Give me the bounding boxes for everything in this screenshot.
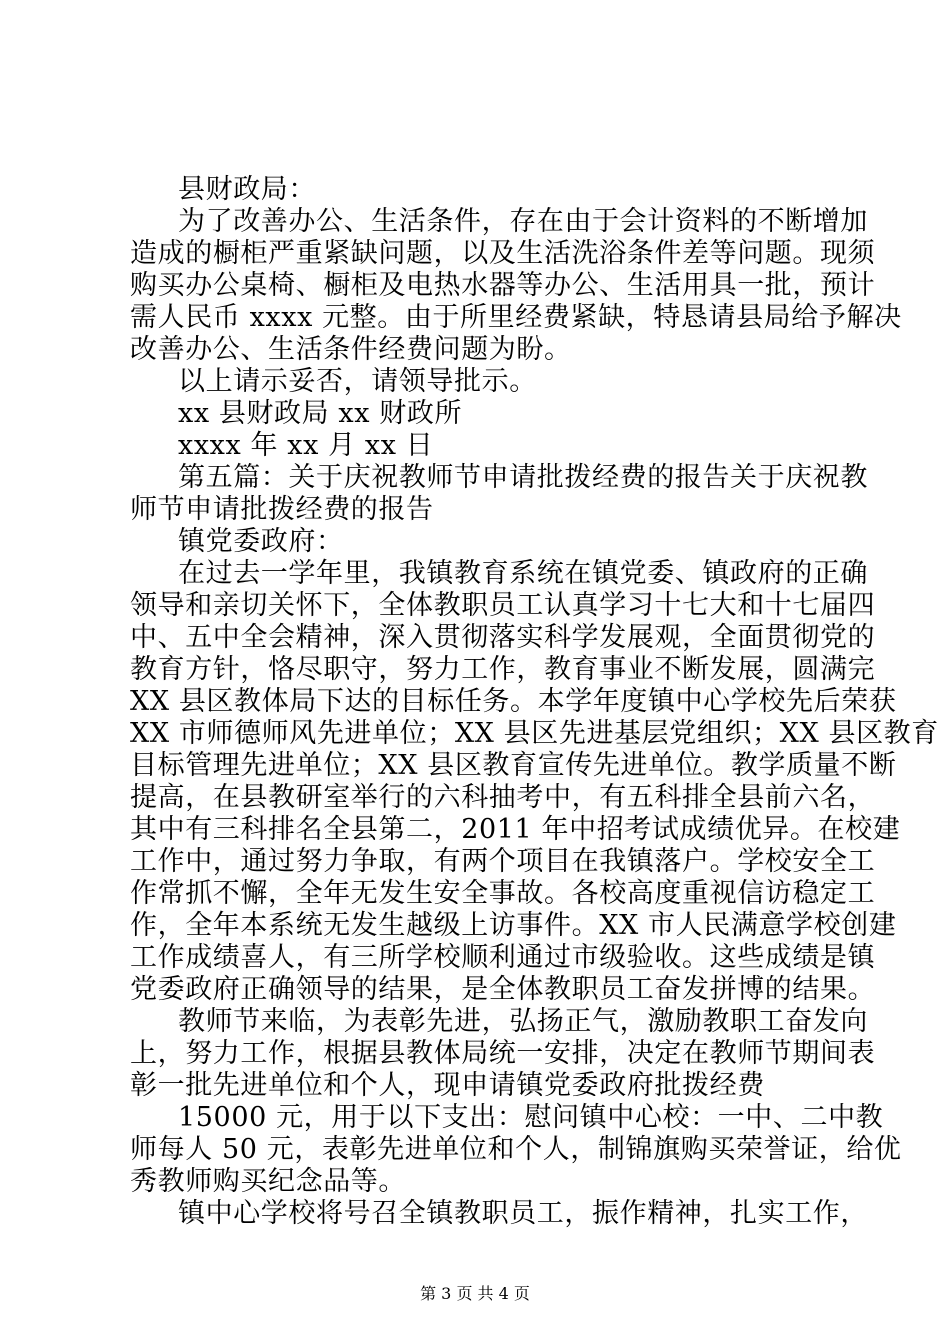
paragraph-line: 秀教师购买纪念品等。 xyxy=(130,1166,406,1197)
paragraph-line: 教师节来临，为表彰先进，弘扬正气，激励教职工奋发向 xyxy=(178,1006,868,1037)
salutation-county-finance-bureau: 县财政局： xyxy=(178,174,316,205)
paragraph-line: 师每人 50 元，表彰先进单位和个人，制锦旗购买荣誉证，给优 xyxy=(130,1134,902,1165)
closing-request-line: 以上请示妥否，请领导批示。 xyxy=(178,366,537,397)
paragraph-line: 作，全年本系统无发生越级上访事件。XX 市人民满意学校创建 xyxy=(130,910,897,941)
paragraph-line: 为了改善办公、生活条件，存在由于会计资料的不断增加 xyxy=(178,206,868,237)
paragraph-line: 中、五中全会精神，深入贯彻落实科学发展观，全面贯彻党的 xyxy=(130,622,876,653)
paragraph-line: 彰一批先进单位和个人，现申请镇党委政府批拨经费 xyxy=(130,1070,765,1101)
paragraph-line: 提高，在县教研室举行的六科抽考中，有五科排全县前六名， xyxy=(130,782,876,813)
salutation-town-party-committee: 镇党委政府： xyxy=(178,526,344,557)
signature-org: xx 县财政局 xx 财政所 xyxy=(178,398,463,429)
paragraph-line: 购买办公桌椅、橱柜及电热水器等办公、生活用具一批，预计 xyxy=(130,270,876,301)
paragraph-line: 需人民币 xxxx 元整。由于所里经费紧缺，特恳请县局给予解决 xyxy=(130,302,902,333)
paragraph-line: 工作中，通过努力争取，有两个项目在我镇落户。学校安全工 xyxy=(130,846,876,877)
paragraph-line: 党委政府正确领导的结果，是全体教职员工奋发拼博的结果。 xyxy=(130,974,876,1005)
paragraph-line: 教育方针，恪尽职守，努力工作，教育事业不断发展，圆满完 xyxy=(130,654,876,685)
signature-date: xxxx 年 xx 月 xx 日 xyxy=(178,430,434,461)
paragraph-line: 其中有三科排名全县第二，2011 年中招考试成绩优异。在校建 xyxy=(130,814,901,845)
paragraph-line: 领导和亲切关怀下，全体教职员工认真学习十七大和十七届四 xyxy=(130,590,876,621)
paragraph-line: 15000 元，用于以下支出：慰问镇中心校：一中、二中教 xyxy=(178,1102,884,1133)
paragraph-line: 在过去一学年里，我镇教育系统在镇党委、镇政府的正确 xyxy=(178,558,868,589)
paragraph-line: 作常抓不懈，全年无发生安全事故。各校高度重视信访稳定工 xyxy=(130,878,876,909)
page-number: 第 3 页 共 4 页 xyxy=(420,1284,530,1303)
paragraph-line: 造成的橱柜严重紧缺问题，以及生活洗浴条件差等问题。现须 xyxy=(130,238,876,269)
section-title: 第五篇：关于庆祝教师节申请批拨经费的报告关于庆祝教 xyxy=(178,462,868,493)
paragraph-line: 改善办公、生活条件经费问题为盼。 xyxy=(130,334,572,365)
paragraph-line: XX 县区教体局下达的目标任务。本学年度镇中心学校先后荣获 xyxy=(130,686,897,717)
paragraph-line: 目标管理先进单位；XX 县区教育宣传先进单位。教学质量不断 xyxy=(130,750,897,781)
page-footer xyxy=(0,1284,950,1304)
document-body xyxy=(130,174,939,1230)
paragraph-line: 工作成绩喜人，有三所学校顺利通过市级验收。这些成绩是镇 xyxy=(130,942,876,973)
paragraph-line: 上，努力工作，根据县教体局统一安排，决定在教师节期间表 xyxy=(130,1038,876,1069)
section-title-continued: 师节申请批拨经费的报告 xyxy=(130,494,434,525)
paragraph-line: XX 市师德师风先进单位；XX 县区先进基层党组织；XX 县区教育 xyxy=(130,718,939,749)
paragraph-line: 镇中心学校将号召全镇教职员工，振作精神，扎实工作， xyxy=(178,1198,868,1229)
